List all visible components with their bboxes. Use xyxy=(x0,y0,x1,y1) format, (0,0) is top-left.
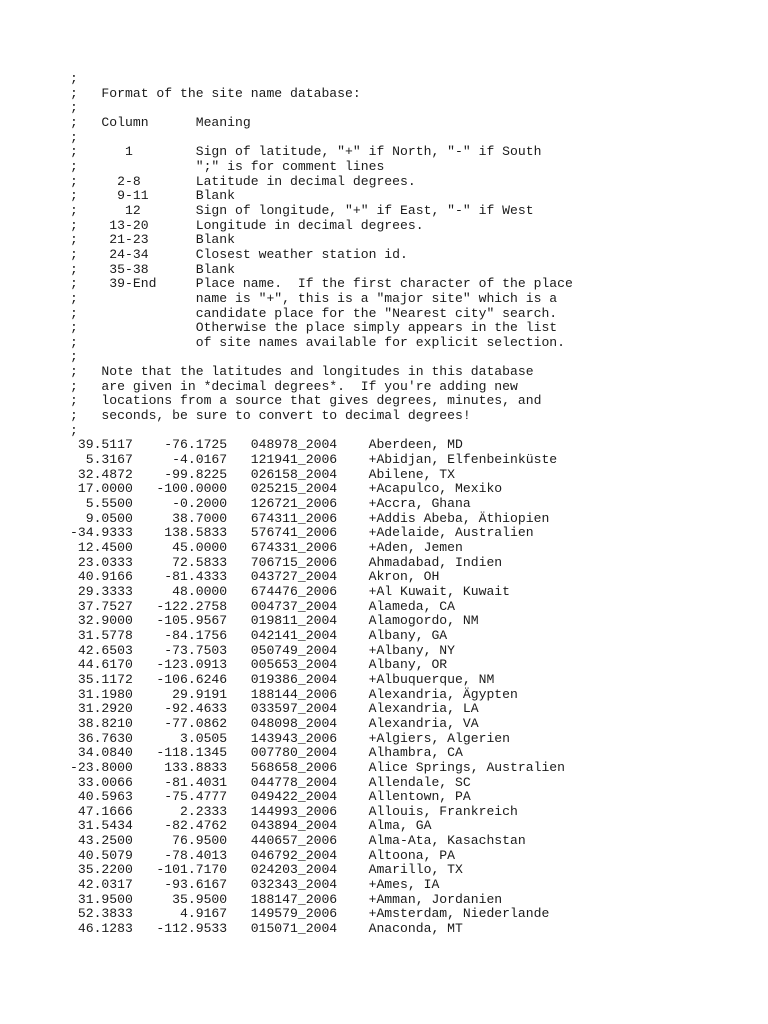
site-record-row: 37.7527 -122.2758 004737_2004 Alameda, CA xyxy=(70,598,456,614)
site-record-row: 39.5117 -76.1725 048978_2004 Aberdeen, MD xyxy=(70,437,463,453)
site-record-row: 47.1666 2.2333 144993_2006 Allouis, Frankreich xyxy=(70,803,518,819)
site-record-row: 44.6170 -123.0913 005653_2004 Albany, OR xyxy=(70,657,448,673)
comment-line: ; 2-8 Latitude in decimal degrees. xyxy=(70,173,416,189)
comment-line: ; Otherwise the place simply appears in the list xyxy=(70,320,558,336)
comment-line: ; 9-11 Blank xyxy=(70,188,236,204)
comment-line: ; are given in *decimal degrees*. If you're adding new xyxy=(70,378,518,394)
site-record-row: 40.5079 -78.4013 046792_2004 Altoona, PA xyxy=(70,847,456,863)
site-record-row: -34.9333 138.5833 576741_2006 +Adelaide, Australien xyxy=(70,525,534,541)
site-database-document xyxy=(70,72,750,937)
comment-line: ; ";" is for comment lines xyxy=(70,158,385,174)
comment-line: ; xyxy=(70,71,78,86)
site-record-row: 36.7630 3.0505 143943_2006 +Algiers, Algerien xyxy=(70,730,511,746)
comment-line: ; locations from a source that gives degrees, minutes, and xyxy=(70,393,542,409)
site-record-row: 38.8210 -77.0862 048098_2004 Alexandria, VA xyxy=(70,715,479,731)
site-record-row: -23.8000 133.8833 568658_2006 Alice Springs, Australien xyxy=(70,759,566,775)
site-record-row: 46.1283 -112.9533 015071_2004 Anaconda, MT xyxy=(70,921,463,937)
comment-line: ; 13-20 Longitude in decimal degrees. xyxy=(70,217,424,233)
site-record-row: 31.2920 -92.4633 033597_2004 Alexandria, LA xyxy=(70,701,479,717)
site-record-row: 35.2200 -101.7170 024203_2004 Amarillo, TX xyxy=(70,862,463,878)
comment-line: ; 1 Sign of latitude, "+" if North, "-" if South xyxy=(70,144,542,160)
comment-line: ; 39-End Place name. If the first character of the place xyxy=(70,276,573,292)
site-record-row: 17.0000 -100.0000 025215_2004 +Acapulco, Mexiko xyxy=(70,481,503,497)
comment-line: ; xyxy=(70,422,78,438)
comment-line: ; of site names available for explicit selection. xyxy=(70,334,566,350)
site-record-row: 9.0500 38.7000 674311_2006 +Addis Abeba, Äthiopien xyxy=(70,510,550,526)
comment-line: ; 24-34 Closest weather station id. xyxy=(70,246,408,262)
format-comment-header xyxy=(70,72,750,438)
site-record-row: 52.3833 4.9167 149579_2006 +Amsterdam, Niederlande xyxy=(70,906,550,922)
site-record-row: 31.9500 35.9500 188147_2006 +Amman, Jordanien xyxy=(70,891,503,907)
site-record-row: 29.3333 48.0000 674476_2006 +Al Kuwait, Kuwait xyxy=(70,583,511,599)
site-record-row: 42.0317 -93.6167 032343_2004 +Ames, IA xyxy=(70,877,440,893)
site-record-row: 31.5434 -82.4762 043894_2004 Alma, GA xyxy=(70,818,432,834)
site-record-row: 31.1980 29.9191 188144_2006 Alexandria, Ägypten xyxy=(70,686,518,702)
site-record-row: 32.4872 -99.8225 026158_2004 Abilene, TX xyxy=(70,466,456,482)
site-record-row: 35.1172 -106.6246 019386_2004 +Albuquerque, NM xyxy=(70,671,495,687)
site-record-row: 32.9000 -105.9567 019811_2004 Alamogordo, NM xyxy=(70,613,479,629)
site-record-row: 34.0840 -118.1345 007780_2004 Alhambra, CA xyxy=(70,745,463,761)
comment-line: ; xyxy=(70,129,78,145)
site-record-row: 33.0066 -81.4031 044778_2004 Allendale, SC xyxy=(70,774,471,790)
comment-line: ; 21-23 Blank xyxy=(70,232,236,248)
site-record-row: 40.5963 -75.4777 049422_2004 Allentown, PA xyxy=(70,789,471,805)
site-record-row: 43.2500 76.9500 440657_2006 Alma-Ata, Kasachstan xyxy=(70,833,526,849)
site-record-row: 5.3167 -4.0167 121941_2006 +Abidjan, Elfenbeinküste xyxy=(70,452,558,468)
comment-line: ; Column Meaning xyxy=(70,114,251,130)
site-record-row: 23.0333 72.5833 706715_2006 Ahmadabad, Indien xyxy=(70,554,503,570)
site-record-row: 31.5778 -84.1756 042141_2004 Albany, GA xyxy=(70,627,448,643)
comment-line: ; Note that the latitudes and longitudes in this database xyxy=(70,364,534,380)
site-records-table xyxy=(70,438,750,936)
comment-line: ; seconds, be sure to convert to decimal degrees! xyxy=(70,408,471,424)
comment-line: ; 35-38 Blank xyxy=(70,261,236,277)
site-record-row: 40.9166 -81.4333 043727_2004 Akron, OH xyxy=(70,569,440,585)
comment-line: ; xyxy=(70,100,78,116)
site-record-row: 42.6503 -73.7503 050749_2004 +Albany, NY xyxy=(70,642,456,658)
comment-line: ; candidate place for the "Nearest city" search. xyxy=(70,305,558,321)
site-record-row: 12.4500 45.0000 674331_2006 +Aden, Jemen xyxy=(70,540,463,555)
comment-line: ; xyxy=(70,349,78,365)
site-record-row: 5.5500 -0.2000 126721_2006 +Accra, Ghana xyxy=(70,496,471,512)
comment-line: ; Format of the site name database: xyxy=(70,85,361,101)
comment-line: ; name is "+", this is a "major site" which is a xyxy=(70,290,558,306)
comment-line: ; 12 Sign of longitude, "+" if East, "-" if West xyxy=(70,202,534,218)
